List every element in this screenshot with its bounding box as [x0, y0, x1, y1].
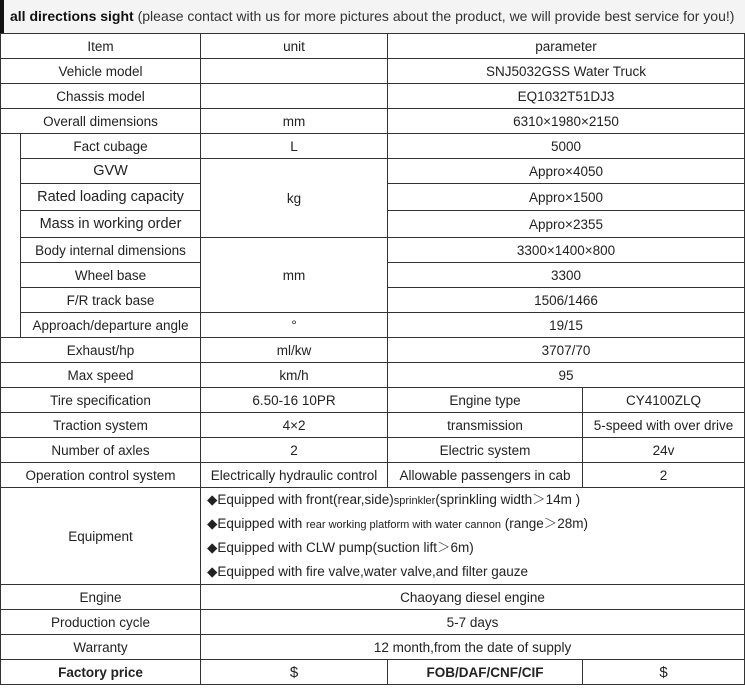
group-indent	[1, 134, 21, 338]
cell-value: 3300×1400×800	[388, 238, 745, 263]
cell-value: 24v	[583, 438, 745, 463]
table-row	[1, 109, 745, 134]
equipment-list	[201, 488, 745, 585]
cell-value: 12 month,from the date of supply	[201, 635, 745, 660]
table-row	[1, 34, 745, 59]
table-row	[1, 59, 745, 84]
equipment-text: rear working platform with water cannon	[305, 519, 501, 531]
cell-item: Number of axles	[1, 438, 201, 463]
cell-item: Factory price	[1, 660, 201, 685]
cell-unit: km/h	[201, 363, 388, 388]
cell-value: 6.50-16 10PR	[201, 388, 388, 413]
cell-value: 2	[583, 463, 745, 488]
cell-value: 1506/1466	[388, 288, 745, 313]
cell-item: Mass in working order	[21, 211, 201, 238]
equipment-text: (range＞28m)	[501, 516, 589, 531]
price-value: $	[201, 660, 388, 685]
banner-note: (please contact with us for more pictures about the product, we will provide best service for you!)	[133, 8, 735, 24]
cell-item: Allowable passengers in cab	[388, 463, 583, 488]
cell-item: Exhaust/hp	[1, 338, 201, 363]
cell-unit: mm	[201, 109, 388, 134]
cell-unit: mm	[201, 238, 388, 313]
header-parameter: parameter	[388, 34, 745, 59]
table-row	[1, 363, 745, 388]
cell-item: Operation control system	[1, 463, 201, 488]
cell-value: 19/15	[388, 313, 745, 338]
cell-item: Tire specification	[1, 388, 201, 413]
table-row	[1, 313, 745, 338]
cell-value: 95	[388, 363, 745, 388]
equipment-text: ◆Equipped with front(rear,side)	[207, 492, 394, 507]
cell-value: Appro×4050	[388, 159, 745, 184]
table-row	[1, 134, 745, 159]
cell-value: 3707/70	[388, 338, 745, 363]
cell-item: Electric system	[388, 438, 583, 463]
header-unit: unit	[201, 34, 388, 59]
cell-value: Chaoyang diesel engine	[201, 585, 745, 610]
cell-item: Chassis model	[1, 84, 201, 109]
cell-value: Appro×2355	[388, 211, 745, 238]
table-row	[1, 635, 745, 660]
cell-value: Electrically hydraulic control	[201, 463, 388, 488]
cell-item: Equipment	[1, 488, 201, 585]
table-row	[1, 463, 745, 488]
table-row	[1, 238, 745, 263]
cell-value: 6310×1980×2150	[388, 109, 745, 134]
cell-item: Wheel base	[21, 263, 201, 288]
cell-value: 5-speed with over drive	[583, 413, 745, 438]
cell-item: Approach/departure angle	[21, 313, 201, 338]
table-row	[1, 388, 745, 413]
cell-item: Engine type	[388, 388, 583, 413]
table-row	[1, 438, 745, 463]
equipment-line: ◆Equipped with CLW pump(suction lift＞6m)	[207, 540, 474, 555]
price-value: $	[583, 660, 745, 685]
cell-value: 3300	[388, 263, 745, 288]
spec-table	[0, 33, 745, 685]
cell-value: 2	[201, 438, 388, 463]
equipment-line: ◆Equipped with fire valve,water valve,and filter gauze	[207, 564, 529, 579]
cell-item: F/R track base	[21, 288, 201, 313]
cell-unit: °	[201, 313, 388, 338]
cell-item: Overall dimensions	[1, 109, 201, 134]
cell-unit: L	[201, 134, 388, 159]
cell-item: Fact cubage	[21, 134, 201, 159]
cell-item: GVW	[21, 159, 201, 184]
cell-item: Max speed	[1, 363, 201, 388]
table-row	[1, 84, 745, 109]
cell-value: 5-7 days	[201, 610, 745, 635]
table-row	[1, 610, 745, 635]
cell-value: 4×2	[201, 413, 388, 438]
cell-item: FOB/DAF/CNF/CIF	[388, 660, 583, 685]
cell-unit: kg	[201, 159, 388, 238]
banner-title: all directions sight	[10, 8, 134, 24]
cell-unit: ml/kw	[201, 338, 388, 363]
header-item: Item	[1, 34, 201, 59]
cell-item: Rated loading capacity	[21, 184, 201, 211]
table-row	[1, 488, 745, 585]
cell-value: CY4100ZLQ	[583, 388, 745, 413]
cell-item: transmission	[388, 413, 583, 438]
equipment-line	[207, 512, 742, 536]
cell-unit	[201, 59, 388, 84]
table-row	[1, 338, 745, 363]
table-row	[1, 159, 745, 184]
cell-item: Production cycle	[1, 610, 201, 635]
equipment-text: ◆Equipped with	[207, 516, 306, 531]
cell-item: Body internal dimensions	[21, 238, 201, 263]
section-banner	[0, 0, 745, 33]
table-row	[1, 413, 745, 438]
cell-item: Engine	[1, 585, 201, 610]
cell-item: Warranty	[1, 635, 201, 660]
table-row	[1, 585, 745, 610]
cell-value: 5000	[388, 134, 745, 159]
cell-unit	[201, 84, 388, 109]
cell-value: Appro×1500	[388, 184, 745, 211]
table-row	[1, 660, 745, 685]
equipment-text: sprinkler	[393, 495, 436, 507]
cell-value: EQ1032T51DJ3	[388, 84, 745, 109]
cell-item: Vehicle model	[1, 59, 201, 84]
cell-item: Traction system	[1, 413, 201, 438]
cell-value: SNJ5032GSS Water Truck	[388, 59, 745, 84]
equipment-text: (sprinkling width＞14m )	[435, 492, 581, 507]
equipment-line	[207, 488, 742, 512]
